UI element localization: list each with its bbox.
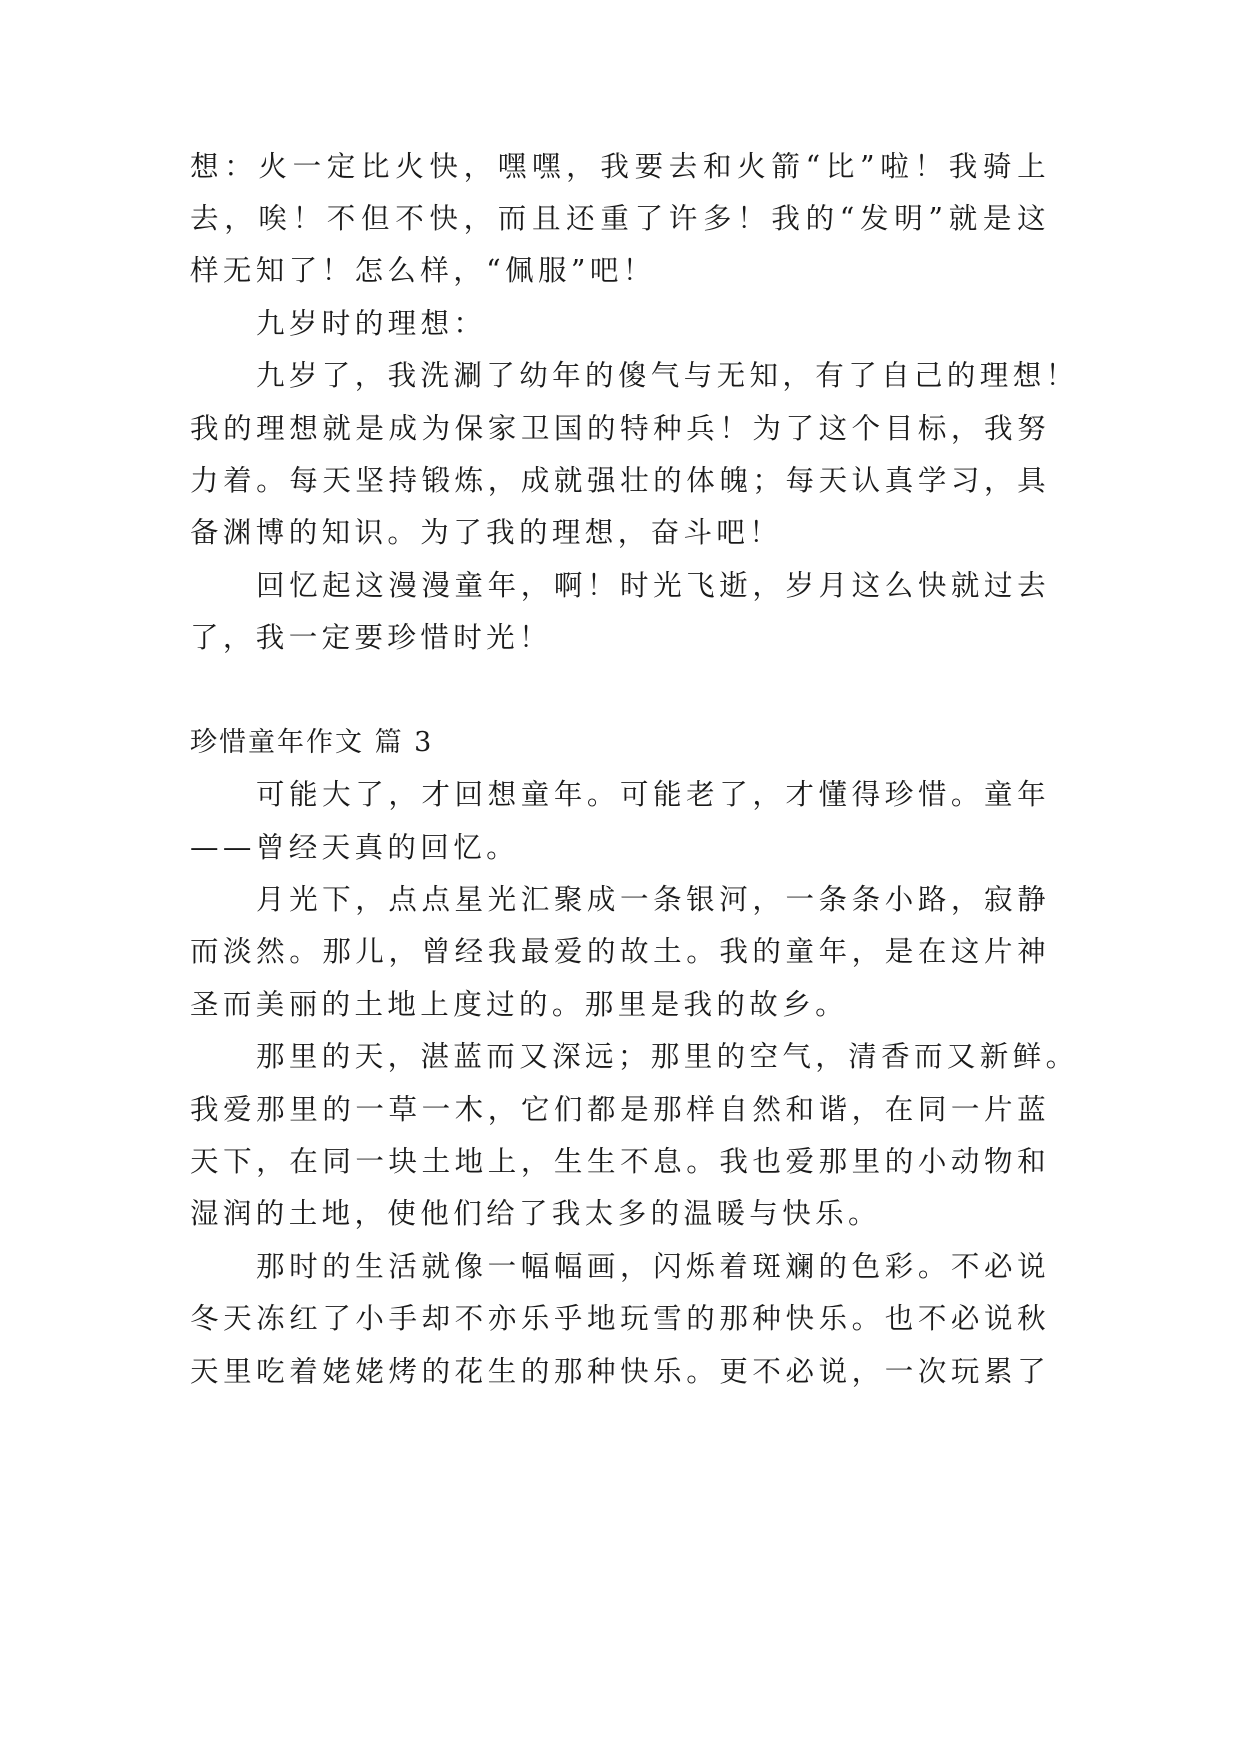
- body-text-line: 湿润的土地，使他们给了我太多的温暖与快乐。: [190, 1197, 881, 1230]
- body-text-line: 九岁了，我洗涮了幼年的傻气与无知，有了自己的理想！: [256, 359, 1079, 392]
- section-heading: 珍惜童年作文 篇 3: [190, 727, 434, 758]
- body-text-line: 可能大了，才回想童年。可能老了，才懂得珍惜。童年: [256, 778, 1050, 811]
- body-text-line: 圣而美丽的土地上度过的。那里是我的故乡。: [190, 988, 849, 1021]
- body-text-line: 那里的天，湛蓝而又深远；那里的空气，清香而又新鲜。: [256, 1040, 1079, 1073]
- subheading-line: 九岁时的理想：: [256, 307, 487, 340]
- body-text-line: 样无知了！怎么样，“佩服”吧！: [190, 254, 656, 287]
- body-text-line: 力着。每天坚持锻炼，成就强壮的体魄；每天认真学习，具: [190, 464, 1050, 497]
- body-text-line: 我爱那里的一草一木，它们都是那样自然和谐，在同一片蓝: [190, 1093, 1050, 1126]
- body-text-line: 了，我一定要珍惜时光！: [190, 621, 552, 654]
- body-text-line: 月光下，点点星光汇聚成一条银河，一条条小路，寂静: [256, 883, 1050, 916]
- body-text-line: 天下，在同一块土地上，生生不息。我也爱那里的小动物和: [190, 1145, 1050, 1178]
- body-text-line: 冬天冻红了小手却不亦乐乎地玩雪的那种快乐。也不必说秋: [190, 1302, 1050, 1335]
- body-text-line: 回忆起这漫漫童年，啊！时光飞逝，岁月这么快就过去: [256, 569, 1050, 602]
- body-text-line: 那时的生活就像一幅幅画，闪烁着斑斓的色彩。不必说: [256, 1250, 1050, 1283]
- body-text-line: 我的理想就是成为保家卫国的特种兵！为了这个目标，我努: [190, 412, 1050, 445]
- body-text-line: 去，唉！不但不快，而且还重了许多！我的“发明”就是这: [190, 202, 1050, 235]
- body-text-line: 天里吃着姥姥烤的花生的那种快乐。更不必说，一次玩累了: [190, 1355, 1050, 1388]
- body-text-line: 备渊博的知识。为了我的理想，奋斗吧！: [190, 516, 783, 549]
- body-text-line: ——曾经天真的回忆。: [190, 831, 520, 864]
- body-text-line: 而淡然。那儿，曾经我最爱的故土。我的童年，是在这片神: [190, 935, 1050, 968]
- body-text-line: 想：火一定比火快，嘿嘿，我要去和火箭“比”啦！我骑上: [190, 150, 1050, 183]
